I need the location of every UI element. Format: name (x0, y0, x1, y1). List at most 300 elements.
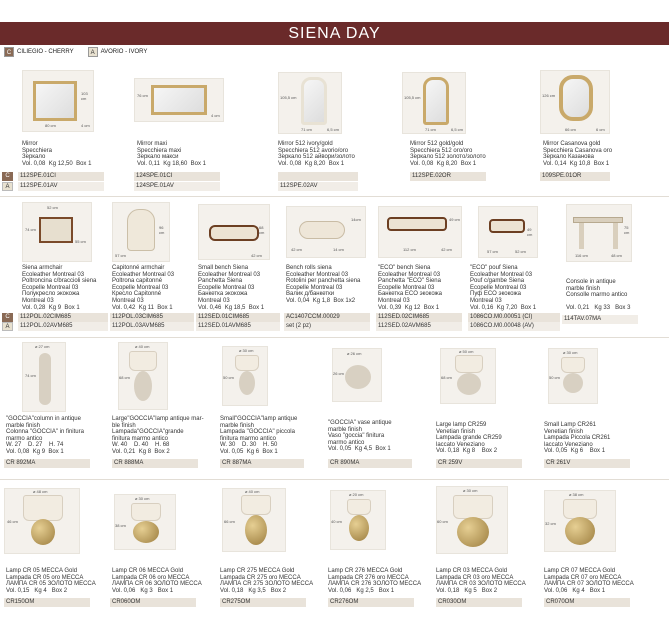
item-volume: Vol. 0,08 (22, 160, 46, 167)
console-leg (613, 223, 618, 249)
item-name: Mirror Casanova gold (543, 141, 601, 147)
dim-depth: 42 cm (441, 247, 452, 252)
code-gold: CR275OM (220, 598, 306, 607)
code-cherry: 112SPE.02OR (410, 172, 486, 181)
dim-height: 60 cm (437, 519, 448, 524)
lamp-base (349, 515, 369, 541)
item-box: Box 1 (190, 160, 206, 167)
item-name: Lamp CR 275 MECCA Gold (220, 568, 295, 574)
code-gold: CR060OM (110, 598, 196, 607)
dim-height: 75 cm (624, 225, 630, 235)
item-w: W. 40 (112, 442, 128, 449)
item-line4: Ecopelle Montreal 03 (22, 284, 79, 291)
item-line2: Ecoleather Montreal 03 (286, 271, 349, 278)
item-name-it: Specchiera 512 oro/oro (410, 147, 473, 154)
dim-diameter: ø 30 cm (239, 348, 254, 353)
code-marble: CR 887MA (220, 459, 304, 468)
dim-height: 49 cm (527, 227, 533, 237)
item-line4: Ecopelle Montreal 03 (470, 284, 527, 291)
item-line5: Валик д/банкетки (286, 291, 335, 298)
bench-seat (387, 217, 447, 231)
item-name: Mirror maxi (137, 141, 167, 147)
code-marble: CR 890MA (328, 459, 412, 468)
product-image (436, 486, 508, 554)
item-volume: Vol. 0,21 (566, 304, 590, 311)
item-weight: Kg 6 (246, 448, 260, 455)
code-venetian: CR 261V (544, 459, 630, 468)
product-image (402, 72, 466, 134)
item-line3: Lampada "GOCCIA" piccola (220, 429, 295, 436)
dim-height: 50 cm (223, 375, 234, 380)
code-marble: CR 888MA (112, 459, 198, 468)
code-ivory: 1086CO.M0.00048 (AV) (468, 322, 560, 331)
item-box: Box 2 (154, 448, 170, 455)
lamp-shade (235, 355, 259, 371)
item-name: "GOCCIA" vase antique (328, 420, 392, 426)
item-name: Small"GOCCIA"lamp antique (220, 416, 298, 422)
dim-diameter: ø 26 cm (347, 351, 362, 356)
lamp-shade (347, 499, 371, 515)
code-gold: CR150OM (4, 598, 90, 607)
item-box: Box 1 (589, 448, 606, 455)
lamp-base (457, 373, 481, 395)
item-line3: ЛАМПА CR 03 ЗОЛОТО MECCA (436, 581, 526, 588)
item-name-it: Specchiera maxi (137, 147, 182, 154)
product-image (278, 72, 342, 134)
item-line5: Кресло Capitonné (112, 291, 162, 298)
item-line6: Montreal 03 (22, 297, 54, 304)
dim-height: 74 cm (25, 373, 36, 378)
cherry-swatch: C (4, 47, 14, 57)
item-line3: Rotolini per panchetta siena (286, 278, 361, 285)
item-line3: Pouf c/gambe Siena (470, 278, 525, 285)
item-box: Box 2 (51, 587, 68, 594)
item-line3: ЛАМПА CR 07 ЗОЛОТО MECCA (544, 581, 634, 588)
lamp-shade (131, 503, 161, 521)
dim-height: 38 cm (115, 523, 126, 528)
roll-cushion (299, 221, 345, 239)
dim-depth: 6 cm (596, 127, 605, 132)
product-image (134, 78, 224, 122)
ivory-label: AVORIO - IVORY (100, 49, 148, 55)
item-name: Small Lamp CR261 (544, 422, 597, 428)
product-image (544, 490, 616, 552)
dim-diameter: ø 48 cm (33, 489, 48, 494)
item-weight: Kg 5 (464, 587, 477, 594)
item-line2: Venetian finish (436, 428, 476, 435)
item-volume: Vol. 0,21 (112, 448, 136, 455)
code-cherry: 124SPE.01CI (134, 172, 220, 181)
item-weight: Kg 9 (48, 304, 62, 311)
item-box: Box 1x2 (333, 297, 356, 304)
item-volume: Vol. 0,39 (378, 304, 402, 311)
dim-height: 96 cm (159, 225, 165, 235)
dim-width: 52 cm (47, 205, 58, 210)
item-line3: Vaso "goccia" finitura (328, 433, 385, 440)
item-line4: Ecopelle Montreal 03 (198, 284, 255, 291)
item-box: Box 1 (248, 304, 265, 311)
dim-height: 49 cm (449, 217, 460, 222)
product-image (378, 206, 462, 258)
item-line3: ЛАМПА CR 05 ЗОЛОТО MECCA (6, 581, 96, 588)
dim-height: 40 cm (331, 519, 342, 524)
item-volume: Vol. 0,18 (436, 587, 460, 594)
item-volume: Vol. 0,11 (137, 160, 160, 167)
item-name: Lamp CR 07 MECCA Gold (544, 568, 616, 574)
dim-height: 26 cm (333, 371, 344, 376)
dim-width: 42 cm (291, 247, 302, 252)
lamp-base (239, 371, 255, 395)
code-cherry: AC1407CCM.00029 (284, 313, 370, 322)
item-line3: Panchetta "ECO" Siena (378, 278, 441, 285)
item-volume: Vol. 0,06 (112, 587, 136, 594)
dim-width: 71 cm (425, 127, 436, 132)
item-name-ru: Зеркало (22, 154, 46, 161)
item-box: Box 1 (262, 448, 278, 455)
item-weight: Kg 4,5 (354, 446, 373, 453)
item-box: Box 1 (593, 160, 610, 167)
dim-width: 66 cm (565, 127, 576, 132)
dim-height: 50 cm (549, 375, 560, 380)
item-volume: Vol. 0,05 (220, 448, 244, 455)
mirror-frame (423, 77, 449, 125)
lamp-shade (561, 357, 585, 373)
dim-height: 32 cm (545, 521, 556, 526)
item-box: Box 1 (328, 160, 345, 167)
lamp-shade (129, 351, 157, 371)
dim-diameter: ø 38 cm (569, 492, 584, 497)
dim-depth: 48 cm (611, 253, 622, 258)
item-line4: Ecopelle Montreal 03 (112, 284, 169, 291)
item-box: Box 1 (378, 587, 395, 594)
lamp-base (563, 373, 583, 393)
item-line4: marmo antico (328, 439, 365, 446)
finish-legend (4, 47, 147, 57)
dim-diameter: ø 30 cm (135, 496, 150, 501)
item-h: H. 68 (155, 442, 170, 449)
item-box: Box 2 (481, 587, 498, 594)
item-line2: Ecoleather Montreal 03 (470, 271, 533, 278)
lamp-shade (241, 495, 271, 515)
lamp-base (457, 517, 489, 547)
item-line2: marble finish (6, 422, 41, 429)
item-volume: Vol. 0,18 (436, 448, 460, 455)
product-image (22, 70, 94, 132)
ivory-tag: A (2, 182, 13, 191)
cherry-tag: C (2, 313, 13, 322)
code-cherry: 112SPE.01CI (18, 172, 104, 181)
item-weight: Kg 12 (404, 304, 421, 311)
dim-depth: 14 cm (333, 247, 344, 252)
item-volume: Vol. 0,15 (6, 587, 30, 594)
item-weight: Kg 6 (570, 448, 584, 455)
item-weight: Kg 4 (572, 587, 585, 594)
item-weight: Kg 18,60 (163, 160, 188, 167)
divider (0, 196, 669, 197)
item-name-ru: Зеркало Казанова (543, 154, 594, 161)
item-volume: Vol. 0,28 (22, 304, 46, 311)
item-name: Mirror (22, 141, 38, 147)
dim-height: 68 cm (441, 375, 452, 380)
item-volume: Vol. 0,08 (278, 160, 302, 167)
dim-diameter: ø 40 cm (245, 489, 260, 494)
lamp-base (134, 371, 152, 401)
code-cherry: 112SED.02CIM685 (376, 313, 462, 322)
chair-seat (39, 217, 73, 243)
product-image (548, 348, 598, 404)
product-image (112, 202, 170, 262)
item-line2: marble finish (328, 426, 363, 433)
item-weight: Kg 8 (462, 448, 476, 455)
dim-height: 46 cm (7, 519, 18, 524)
item-box: Box 1 (76, 160, 92, 167)
lamp-shade (453, 495, 493, 519)
item-name-it: Specchiera 512 avorio/oro (278, 147, 349, 154)
dim-height: 14cm (351, 217, 361, 222)
item-line6: Montreal 03 (470, 297, 502, 304)
dim-depth: 57 cm (115, 253, 126, 258)
product-image (222, 488, 286, 552)
dim-height: 68 cm (119, 375, 130, 380)
mirror-frame (559, 75, 593, 121)
item-line3: Consolle marmo antico (566, 292, 628, 299)
item-line2: Lampada CR 06 oro MECCA (112, 574, 190, 581)
item-line3: Lampada grande CR259 (436, 435, 502, 442)
column-shape (39, 353, 51, 405)
code-cherry: 112POL.02CIM685 (18, 313, 108, 322)
code-ivory: 112POL.03AVM685 (110, 322, 194, 331)
code-marble: CR 892MA (4, 459, 90, 468)
product-image (22, 202, 92, 262)
product-image (332, 348, 382, 402)
item-name: "ECO" bench Siena (378, 265, 431, 271)
divider (0, 337, 669, 338)
product-image (222, 346, 268, 406)
dim-height: 126 cm (542, 93, 556, 98)
item-volume: Vol. 0,08 (410, 160, 434, 167)
product-image (540, 70, 610, 134)
item-weight: Kg 18,5 (224, 304, 246, 311)
item-name: Lamp CR 05 MECCA Gold (6, 568, 78, 574)
product-image (114, 494, 176, 550)
dim-height: 68 cm (259, 225, 265, 235)
item-name: Lamp CR 06 MECCA Gold (112, 568, 184, 574)
item-line2: Lampada CR 05 oro MECCA (6, 574, 84, 581)
item-box: Box 3 (615, 304, 631, 311)
code-marble: 114TAV.07MA (562, 315, 638, 324)
item-volume: Vol. 0,16 (470, 304, 494, 311)
item-volume: Vol. 0,06 (544, 587, 568, 594)
item-line3: ЛАМПА CR 275 ЗОЛОТО MECCA (220, 581, 314, 588)
item-weight: Kg 3 (140, 587, 153, 594)
item-d: D. 27 (28, 442, 43, 449)
lamp-shade (23, 495, 63, 521)
item-line4: finitura marmo antico (220, 435, 277, 442)
item-weight: Kg 10,8 (569, 160, 591, 167)
dim-width: 80 cm (45, 123, 56, 128)
item-box: Box 1 (589, 587, 606, 594)
item-line3: Poltrona capitonné (112, 278, 163, 285)
dim-height: 74 cm (25, 227, 36, 232)
lamp-shade (455, 355, 483, 373)
item-weight: Kg 4 (34, 587, 47, 594)
code-cherry: 112POL.03CIM685 (110, 313, 194, 322)
item-box: Box 1 (48, 448, 64, 455)
item-line2: Venetian finish (544, 428, 584, 435)
item-name: "GOCCIA"column in antique (6, 416, 81, 422)
ivory-tag: A (2, 322, 13, 331)
code-set: set (2 pz) (284, 322, 370, 331)
item-line3: Poltroncina c/braccioli siena (22, 278, 97, 285)
mirror-frame (33, 81, 77, 121)
lamp-shade (563, 499, 597, 519)
item-volume: Vol. 0,05 (328, 446, 352, 453)
item-line2: Ecoleather Montreal 03 (198, 271, 261, 278)
item-volume: Vol. 0,14 (543, 160, 567, 167)
pouf-seat (489, 219, 525, 233)
dim-height: 103 cm (81, 91, 88, 101)
item-weight: Kg 8,20 (436, 160, 458, 167)
chair-back (127, 209, 155, 251)
item-weight: Kg 1,8 (312, 297, 331, 304)
dim-diameter: ø 20 cm (349, 492, 364, 497)
item-line4: finitura marmo antico (112, 435, 169, 442)
item-line2: ble finish (112, 422, 136, 429)
item-line6: Montreal 03 (378, 297, 410, 304)
item-name: Small bench Siena (198, 265, 249, 271)
dim-diameter: ø 30 cm (563, 350, 578, 355)
item-name-ru: Зеркало макси (137, 154, 179, 161)
item-box: Box 2 (270, 587, 287, 594)
product-image (198, 204, 270, 260)
item-line2: Lampada CR 276 oro MECCA (328, 574, 409, 581)
dim-width: 112 cm (403, 247, 416, 252)
product-image (118, 342, 168, 410)
item-name: "ECO" pouf Siena (470, 265, 518, 271)
item-name: Large lamp CR259 (436, 422, 487, 428)
item-line5: Банкетка экокожа (198, 291, 248, 298)
dim-diameter: ø 27 cm (35, 344, 50, 349)
product-image (566, 204, 632, 262)
item-box: Box 1 (520, 304, 537, 311)
product-image (22, 342, 66, 412)
product-image (478, 206, 538, 258)
code-ivory: 124SPE.01AV (134, 182, 220, 191)
item-volume: Vol. 0,06 (328, 587, 352, 594)
item-name: Bench rolls siena (286, 265, 332, 271)
item-line3: ЛАМПА CR 06 ЗОЛОТО MECCA (112, 581, 202, 588)
ivory-swatch: A (88, 47, 98, 57)
item-line4: marmo antico (6, 435, 43, 442)
code-ivory: 112SED.01AVM685 (196, 322, 280, 331)
item-h: H. 74 (49, 442, 64, 449)
dim-height: 66 cm (224, 519, 235, 524)
code-cherry: 109SPE.01OR (540, 172, 610, 181)
dim-depth: 6,5 cm (451, 127, 464, 132)
lamp-base (565, 517, 595, 545)
item-box: Box 1 (375, 446, 391, 453)
dim-height: 76 cm (137, 93, 148, 98)
dim-depth: 6,5 cm (327, 127, 340, 132)
code-ivory: 112SPE.02AV (278, 182, 358, 191)
mirror-frame (301, 77, 327, 125)
item-d: D. 30 (242, 442, 257, 449)
product-image (440, 348, 496, 404)
item-name: Lamp CR 276 MECCA Gold (328, 568, 403, 574)
divider (0, 479, 669, 480)
item-line6: Montreal 03 (198, 297, 230, 304)
item-line3: Lampada Piccola CR261 (544, 435, 611, 442)
item-line4: Ecopelle Montreal 03 (378, 284, 435, 291)
item-d: D. 40 (134, 442, 149, 449)
item-volume: Vol. 0,08 (6, 448, 30, 455)
lamp-base (245, 515, 267, 545)
code-gold: CR070OM (544, 598, 630, 607)
bench-seat (209, 225, 259, 241)
page-title: SIENA DAY (0, 22, 669, 45)
dim-depth: 42 cm (251, 253, 262, 258)
code-cherry: 112SED.01CIM685 (196, 313, 280, 322)
code-cherry (278, 172, 358, 181)
item-line2: Ecoleather Montreal 03 (112, 271, 175, 278)
dim-depth: 52 cm (515, 249, 526, 254)
item-weight: Kg 2,5 (356, 587, 374, 594)
item-name: Siena armchair (22, 265, 63, 271)
cherry-tag: C (2, 172, 13, 181)
item-weight: Kg 9 (32, 448, 46, 455)
item-name-ru: Зеркало 512 золото/золото (410, 154, 486, 161)
item-volume: Vol. 0,46 (198, 304, 222, 311)
cherry-label: CILIEGIO - CHERRY (17, 49, 74, 55)
item-name: Mirror 512 gold/gold (410, 141, 464, 147)
console-leg (579, 223, 584, 249)
item-line3: ЛАМПА CR 276 ЗОЛОТО MECCA (328, 581, 422, 588)
item-weight: Kg 3,5 (248, 587, 266, 594)
item-name-ru: Зеркало 512 айвори/золото (278, 154, 355, 161)
code-ivory: 112SPE.01AV (18, 182, 104, 191)
item-weight: Kg 8,20 (304, 160, 326, 167)
item-w: W. 27 (6, 442, 22, 449)
item-name: Lamp CR 03 MECCA Gold (436, 568, 508, 574)
item-name-it: Specchiera Casanova oro (543, 147, 613, 154)
item-box: Box 2 (481, 448, 498, 455)
dim-width: 71 cm (301, 127, 312, 132)
item-line3: Lampada"GOCCIA"grande (112, 429, 184, 436)
code-ivory: 112POL.02AVM685 (18, 322, 108, 331)
item-weight: Kg 12,50 (48, 160, 73, 167)
lamp-base (31, 519, 55, 545)
mirror-frame (151, 85, 207, 115)
item-weight: Kg 7,20 (496, 304, 518, 311)
dim-depth: 4 cm (81, 123, 90, 128)
item-weight: Kg 11 (138, 304, 154, 311)
item-line3: Panchetta Siena (198, 278, 243, 285)
item-name-it: Specchiera (22, 147, 53, 154)
dim-height: 105,5 cm (404, 95, 421, 100)
item-line5: Пуф ECO экокожа (470, 291, 521, 298)
dim-width: 57 cm (487, 249, 498, 254)
item-box: Box 1 (157, 587, 174, 594)
item-weight: Kg 33 (594, 304, 611, 311)
item-weight: Kg 8 (138, 448, 152, 455)
item-line2: marble finish (220, 422, 255, 429)
lamp-base (133, 521, 159, 543)
item-box: Box 1 (460, 160, 477, 167)
dim-height: 105,5 cm (280, 95, 297, 100)
code-ivory: 112SED.02AVM685 (376, 322, 462, 331)
item-name: Console in antique (566, 279, 616, 285)
item-line6: Montreal 03 (112, 297, 144, 304)
